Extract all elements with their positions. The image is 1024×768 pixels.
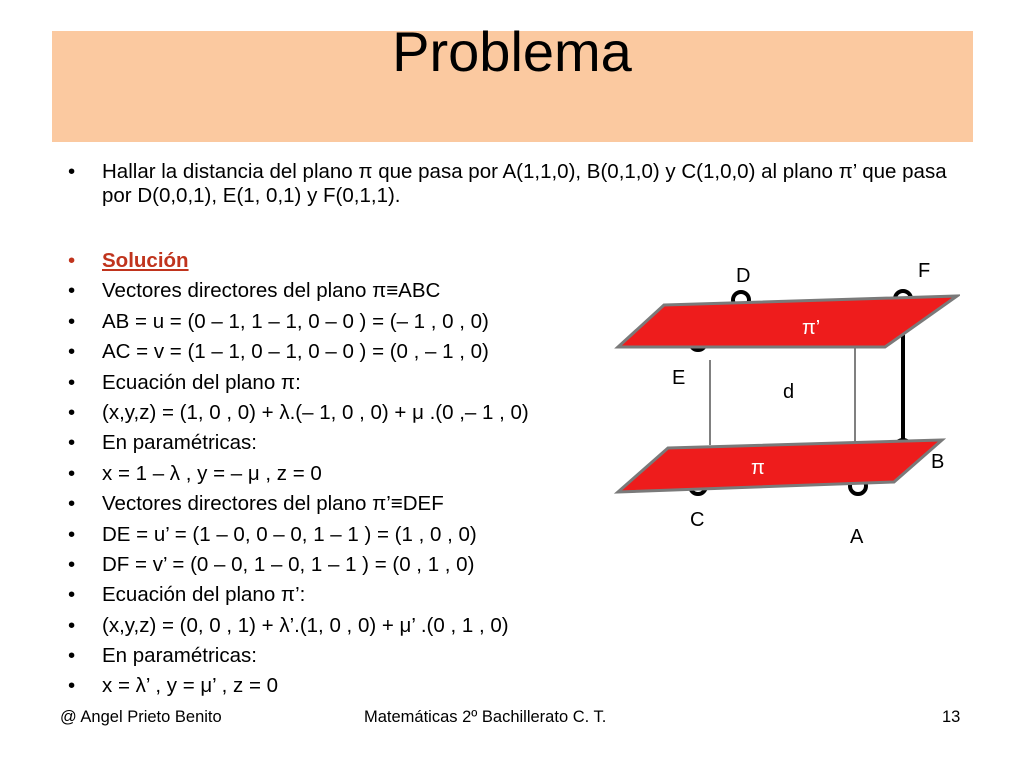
label-e: E (672, 367, 686, 389)
label-distance: d (783, 381, 795, 403)
label-a: A (850, 526, 864, 548)
list-item-text: AC = v = (1 – 1, 0 – 1, 0 – 0 ) = (0 , – 1 , 0) (102, 340, 489, 364)
list-item-text: En paramétricas: (102, 431, 257, 455)
bullet-icon: • (68, 249, 76, 272)
label-f: F (918, 260, 931, 282)
bullet-icon: • (68, 522, 76, 546)
label-c: C (690, 509, 705, 531)
list-item (68, 641, 688, 671)
bullet-icon: • (68, 279, 76, 303)
list-item-text: DE = u’ = (1 – 0, 0 – 0, 1 – 1 ) = (1 , 0 , 0) (102, 522, 477, 546)
problem-text: Hallar la distancia del plano π que pasa por A(1,1,0), B(0,1,0) y C(1,0,0) al plano π’ que pasa por D(0,0,1), E(1, 0,1) y F(0,1,1). (102, 160, 947, 207)
list-item-text: x = λ’ , y = μ’ , z = 0 (102, 674, 279, 698)
list-item-text: (x,y,z) = (1, 0 , 0) + λ.(– 1, 0 , 0) + μ .(0 ,– 1 , 0) (102, 400, 529, 424)
list-item-text: Ecuación del plano π: (102, 370, 301, 394)
planes-diagram (600, 250, 960, 560)
bullet-icon: • (68, 674, 76, 698)
lower-plane-pi (618, 440, 945, 492)
label-b: B (931, 451, 945, 473)
list-item-text: x = 1 – λ , y = – μ , z = 0 (102, 461, 322, 485)
list-item (68, 671, 688, 701)
list-item-text: Vectores directores del plano π’≡DEF (102, 492, 444, 516)
bullet-icon: • (68, 644, 76, 668)
problem-statement (68, 160, 968, 208)
bullet-icon: • (68, 160, 76, 183)
label-d: D (736, 265, 751, 287)
list-item (68, 580, 688, 610)
bullet-icon: • (68, 370, 76, 394)
bullet-icon: • (68, 492, 76, 516)
list-item (68, 428, 688, 458)
list-item-text: Ecuación del plano π’: (102, 583, 306, 607)
list-item (68, 550, 688, 580)
list-item (68, 276, 688, 306)
solution-heading: Solución (102, 249, 189, 272)
list-item (68, 611, 688, 641)
bullet-icon: • (68, 431, 76, 455)
footer-course: Matemáticas 2º Bachillerato C. T. (364, 708, 607, 726)
lower-plane-label: π (751, 457, 765, 479)
list-item-text: Vectores directores del plano π≡ABC (102, 279, 441, 303)
list-item (68, 307, 688, 337)
bullet-icon: • (68, 613, 76, 637)
list-item (68, 459, 688, 489)
bullet-icon: • (68, 309, 76, 333)
footer-page-number: 13 (942, 708, 961, 726)
list-item (68, 368, 688, 398)
list-item-text: (x,y,z) = (0, 0 , 1) + λ’.(1, 0 , 0) + μ’ .(0 , 1 , 0) (102, 613, 509, 637)
list-item (68, 337, 688, 367)
list-item (68, 246, 688, 276)
upper-plane-label: π’ (802, 317, 821, 339)
solution-list (68, 246, 688, 702)
bullet-icon: • (68, 552, 76, 576)
list-item-text: En paramétricas: (102, 644, 257, 668)
list-item-text: AB = u = (0 – 1, 1 – 1, 0 – 0 ) = (– 1 , 0 , 0) (102, 309, 489, 333)
list-item (68, 398, 688, 428)
footer-author: @ Angel Prieto Benito (60, 708, 222, 726)
bullet-icon: • (68, 461, 76, 485)
list-item-text: DF = v’ = (0 – 0, 1 – 0, 1 – 1 ) = (0 , 1 , 0) (102, 552, 475, 576)
bullet-icon: • (68, 340, 76, 364)
list-item (68, 520, 688, 550)
bullet-icon: • (68, 400, 76, 424)
slide-title: Problema (392, 20, 632, 83)
bullet-icon: • (68, 583, 76, 607)
list-item (68, 489, 688, 519)
upper-plane-pi-prime (618, 296, 957, 347)
